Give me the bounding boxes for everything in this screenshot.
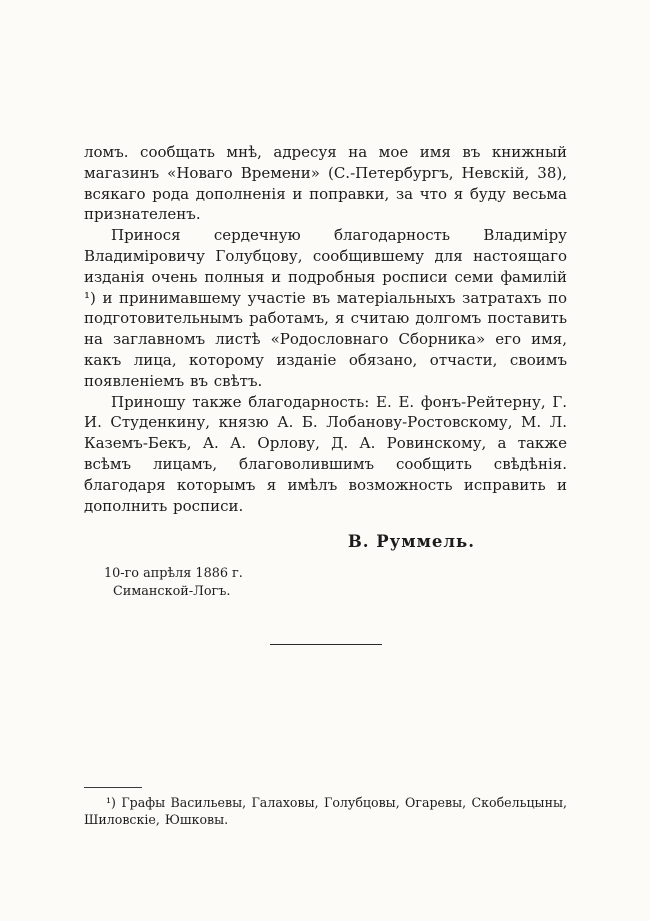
dateline-place: Симанской-Логъ. [113, 583, 231, 599]
footnote-text: ¹) Графы Васильевы, Галаховы, Голубцовы, Огаревы, Скобельцыны, Шиловскіе, Юшковы. [84, 795, 567, 827]
footnote-separator-rule [84, 787, 142, 788]
author-signature: В. Руммель. [347, 532, 475, 552]
paragraph-acknowledgement-golubtsov: Принося сердечную благодарность Владиміру Владиміровичу Голубцову, сообщившему для настоящаго изданія очень полныя и подробныя росписи семи фамилій ¹) и принимавшему участіе въ матеріальныхъ затратахъ по подготовительнымъ работамъ, я считаю долгомъ поставить на заглавномъ листѣ «Родословнаго Сборника» его имя, какъ лица, которому изданіе обязано, отчасти, своимъ появленіемъ въ свѣтъ. [84, 226, 567, 390]
paragraph-acknowledgement-others: Приношу также благодарность: Е. Е. фонъ-Рейтерну, Г. И. Студенкину, князю А. Б. Лобанову-Ростовскому, М. Л. Каземъ-Бекъ, А. А. Орлову, Д. А. Ровинскому, а также всѣмъ лицамъ, благоволившимъ сообщить свѣдѣнія. благодаря которымъ я имѣлъ возможность исправить и дополнить росписи. [84, 392, 567, 515]
dateline [84, 565, 567, 600]
section-divider-rule [270, 644, 382, 645]
paragraph-continuation: ломъ. сообщать мнѣ, адресуя на мое имя въ книжный магазинъ «Новаго Времени» (С.-Петербургъ, Невскій, 38), всякаго рода дополненія и поправки, за что я буду весьма признателенъ. [84, 143, 567, 224]
footnote-area [84, 787, 567, 828]
dateline-date: 10-го апрѣля 1886 г. [104, 566, 243, 582]
main-text-block [84, 142, 567, 645]
